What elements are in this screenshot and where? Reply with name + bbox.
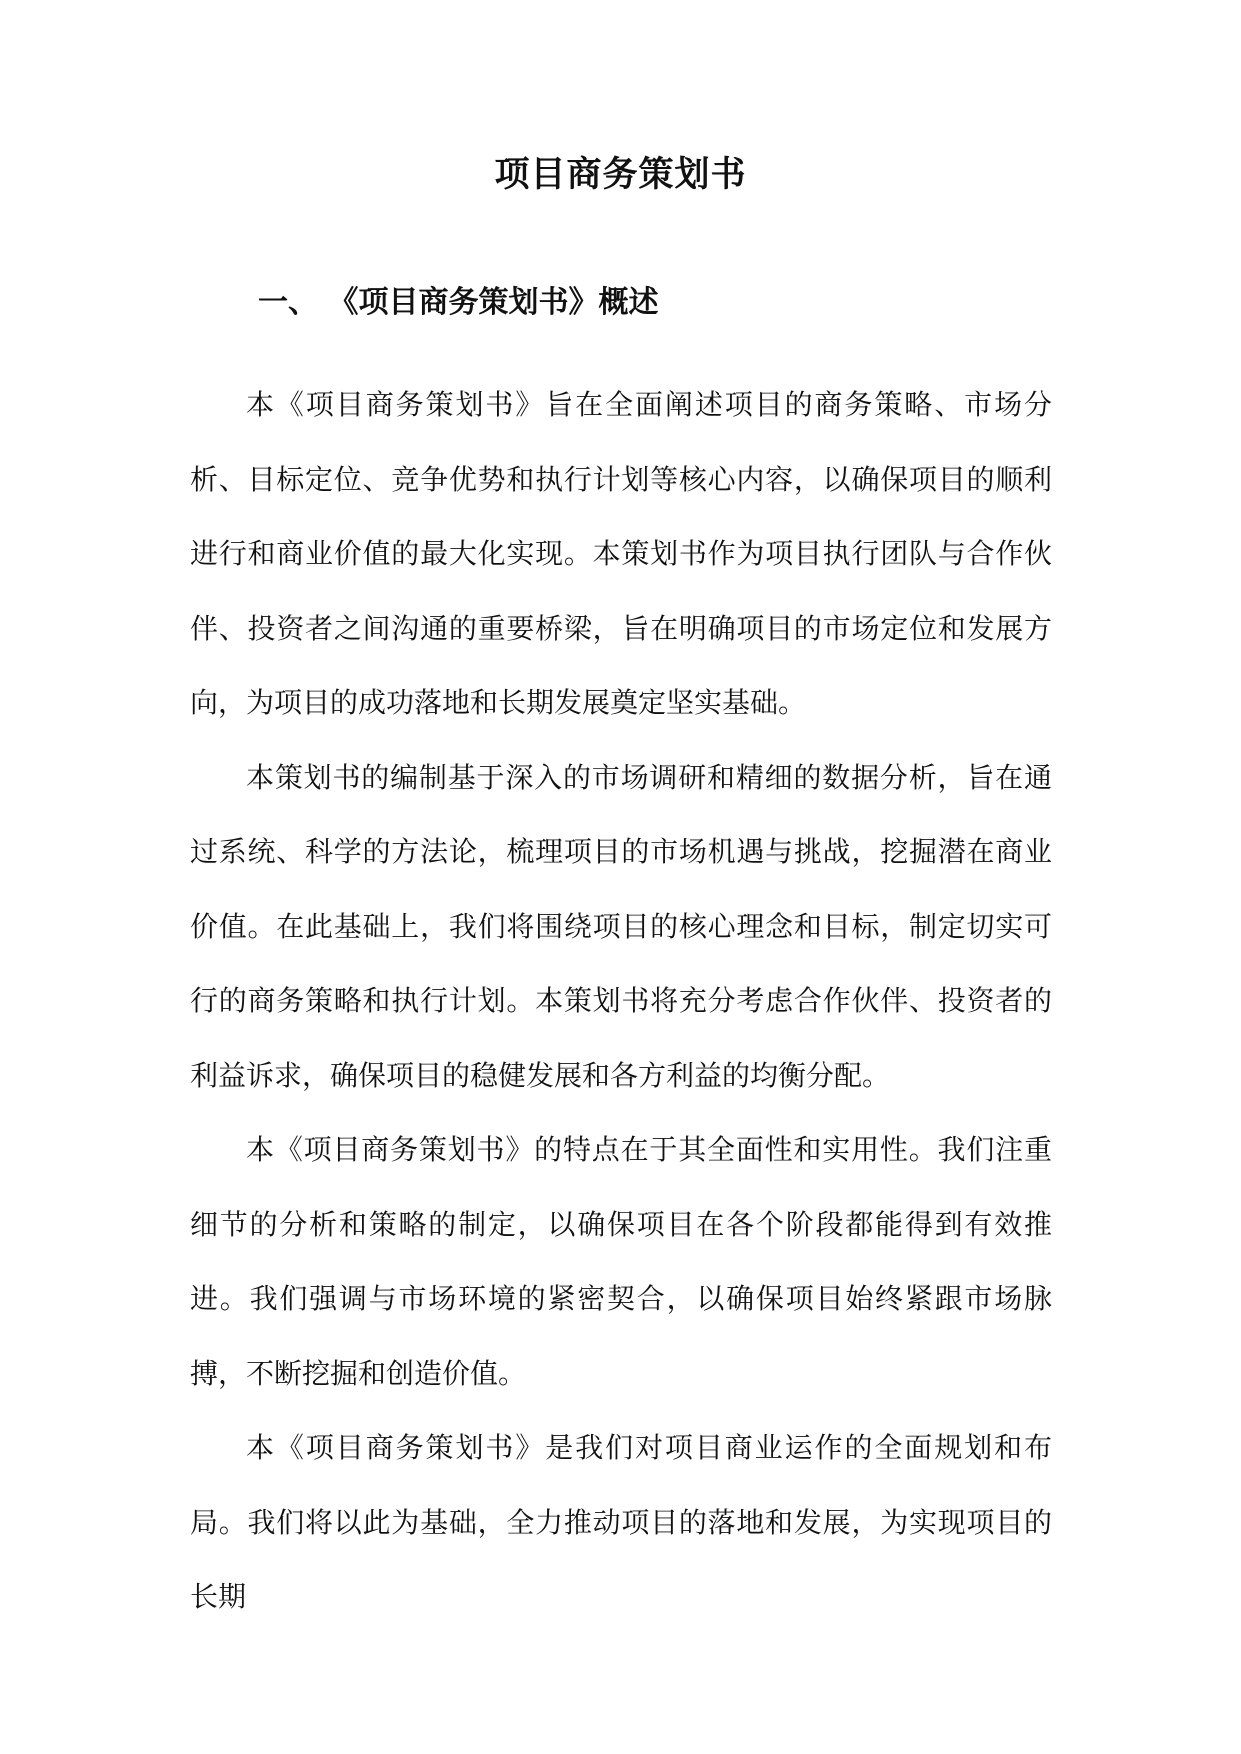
paragraph: 本《项目商务策划书》的特点在于其全面性和实用性。我们注重细节的分析和策略的制定，以确保项目在各个阶段都能得到有效推进。我们强调与市场环境的紧密契合，以确保项目始终紧跟市场脉搏，不断挖掘和创造价值。 [190,1133,1052,1390]
document-body [190,368,1052,1635]
paragraph: 本《项目商务策划书》旨在全面阐述项目的商务策略、市场分析、目标定位、竞争优势和执行计划等核心内容，以确保项目的顺利进行和商业价值的最大化实现。本策划书作为项目执行团队与合作伙伴、投资者之间沟通的重要桥梁，旨在明确项目的市场定位和发展方向，为项目的成功落地和长期发展奠定坚实基础。 [190,388,1052,719]
paragraph: 本《项目商务策划书》是我们对项目商业运作的全面规划和布局。我们将以此为基础，全力推动项目的落地和发展，为实现项目的长期 [190,1431,1052,1613]
paragraph: 本策划书的编制基于深入的市场调研和精细的数据分析，旨在通过系统、科学的方法论，梳理项目的市场机遇与挑战，挖掘潜在商业价值。在此基础上，我们将围绕项目的核心理念和目标，制定切实可行的商务策略和执行计划。本策划书将充分考虑合作伙伴、投资者的利益诉求，确保项目的稳健发展和各方利益的均衡分配。 [190,760,1052,1092]
document-title: 项目商务策划书 [494,154,747,195]
section-heading: 一、 《项目商务策划书》概述 [258,285,659,320]
